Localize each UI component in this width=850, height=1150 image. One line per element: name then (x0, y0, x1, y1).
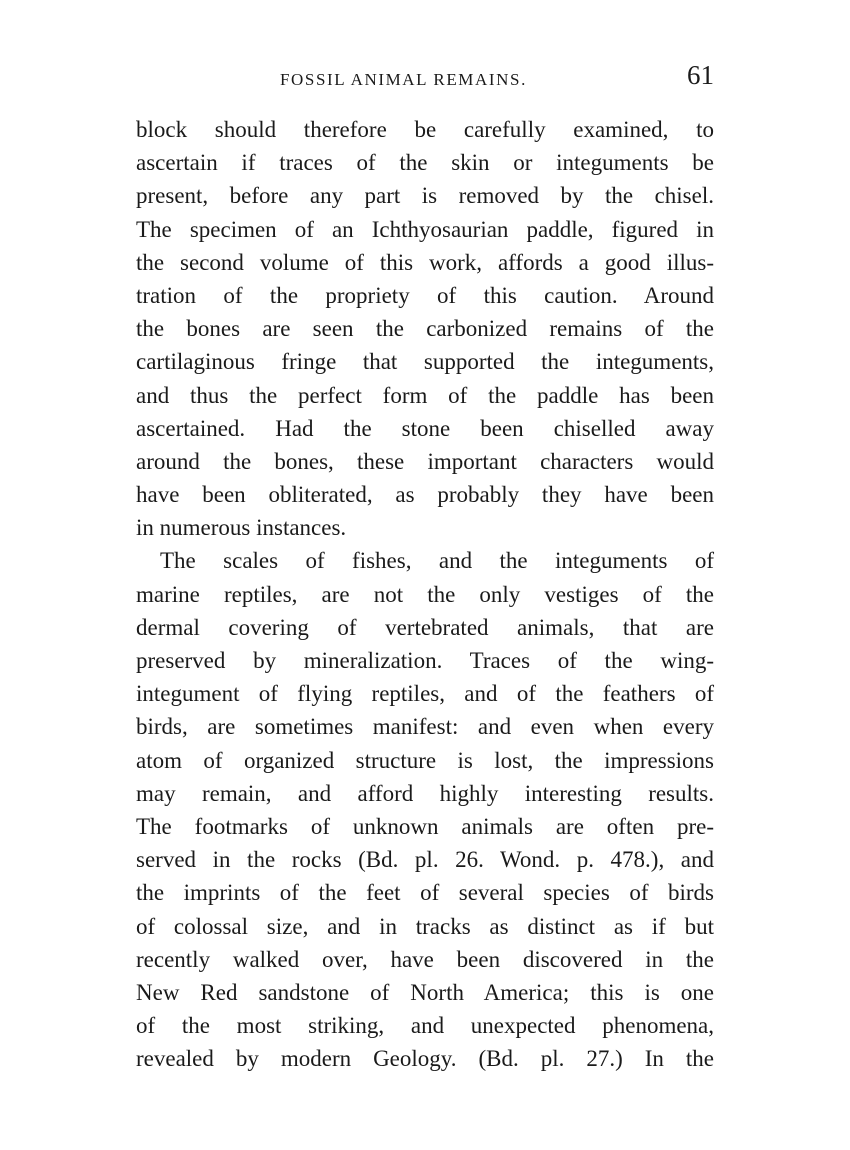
text-line: and thus the perfect form of the paddle has been (136, 382, 714, 408)
text-line: birds, are sometimes manifest: and even when every (136, 714, 714, 740)
text-line: The footmarks of unknown animals are often pre- (136, 813, 714, 839)
text-line: the bones are seen the carbonized remains of the (136, 316, 714, 342)
text-line: New Red sandstone of North America; this is one (136, 979, 714, 1005)
text-line: the second volume of this work, affords a good illus- (136, 249, 714, 275)
text-line: revealed by modern Geology. (Bd. pl. 27.) In the (136, 1046, 714, 1072)
text-line: marine reptiles, are not the only vestiges of the (136, 581, 714, 607)
page-header (136, 60, 714, 96)
text-line: cartilaginous fringe that supported the integuments, (136, 349, 714, 375)
text-line: The specimen of an Ichthyosaurian paddle, figured in (136, 216, 714, 242)
text-line: ascertain if traces of the skin or integuments be (136, 150, 714, 176)
running-title: FOSSIL ANIMAL REMAINS. (280, 70, 527, 89)
text-line: preserved by mineralization. Traces of the wing- (136, 648, 714, 673)
paragraph-2 (136, 544, 714, 1075)
text-line: block should therefore be carefully examined, to (136, 117, 714, 142)
text-line: served in the rocks (Bd. pl. 26. Wond. p. 478.), and (136, 847, 714, 873)
text-line: tration of the propriety of this caution. Around (136, 282, 714, 308)
text-line: atom of organized structure is lost, the impressions (136, 747, 714, 773)
text-line: the imprints of the feet of several species of birds (136, 880, 714, 906)
text-line: in numerous instances. (136, 515, 347, 541)
text-line: The scales of fishes, and the integuments of (160, 548, 714, 574)
text-line: of the most striking, and unexpected phenomena, (136, 1013, 714, 1039)
text-line: have been obliterated, as probably they have been (136, 482, 714, 508)
text-line: integument of flying reptiles, and of the feathers of (136, 681, 714, 707)
paragraph-1 (136, 113, 714, 544)
text-line: may remain, and afford highly interesting results. (136, 780, 714, 806)
text-line: recently walked over, have been discovered in the (136, 946, 714, 972)
text-line: dermal covering of vertebrated animals, that are (136, 614, 714, 640)
body-text (136, 113, 714, 1075)
page-number: 61 (687, 60, 714, 90)
text-line: ascertained. Had the stone been chiselled away (136, 415, 714, 441)
text-line: present, before any part is removed by the chisel. (136, 183, 714, 209)
text-line: around the bones, these important characters would (136, 448, 714, 474)
text-line: of colossal size, and in tracks as distinct as if but (136, 913, 714, 939)
